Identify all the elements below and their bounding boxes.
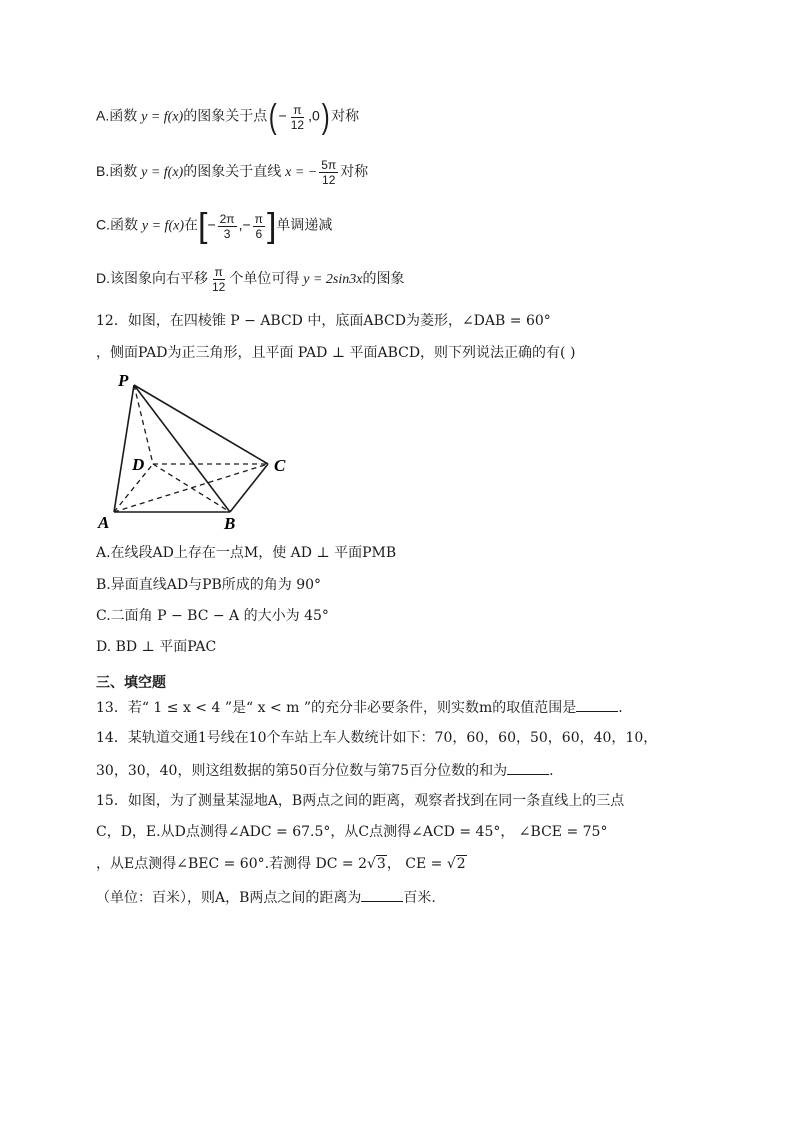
sqrt-radicand: 2	[456, 856, 466, 872]
q15-end: 百米.	[403, 890, 436, 906]
frac-num: π	[254, 211, 263, 226]
option-b-prefix: B.函数	[96, 163, 142, 180]
fraction-pi-6	[253, 212, 265, 241]
q15-line4	[96, 887, 436, 908]
edge-pc	[134, 385, 268, 464]
fraction-5pi-12	[319, 158, 338, 187]
label-p: P	[118, 371, 129, 390]
q12-line1: 12．如图，在四棱锥 P − ABCD 中，底面ABCD为菱形，∠DAB = 60°	[96, 313, 551, 329]
option-d-expr: y = 2sin3x	[303, 272, 363, 288]
q14-end: .	[549, 763, 554, 779]
fraction-pi-12	[289, 103, 306, 132]
frac-den: 12	[212, 280, 226, 294]
option-11-b	[96, 158, 368, 187]
edge-pa	[114, 385, 134, 512]
q15-line1: 15．如图，为了测量某湿地A，B两点之间的距离，观察者找到在同一条直线上的三点	[96, 793, 625, 809]
frac-num: 5π	[321, 158, 337, 172]
q13	[96, 697, 623, 718]
q14-line2	[96, 760, 554, 781]
option-b-mid: 的图象关于直线	[183, 163, 286, 180]
label-a: A	[98, 513, 110, 532]
label-c: C	[274, 456, 286, 475]
q12-option-d: D. BD ⊥ 平面PAC	[96, 639, 217, 655]
q13-text: 13．若“ 1 ≤ x < 4 ”是“ x < m ”的充分非必要条件，则实数m的取值范围是	[96, 700, 577, 716]
sqrt-radicand: 3	[376, 856, 386, 872]
option-11-a	[96, 98, 360, 136]
option-11-d	[96, 265, 404, 294]
frac-num: 2π	[219, 211, 235, 226]
answer-blank[interactable]	[576, 697, 618, 712]
option-b-expr: y = f(x)	[141, 165, 184, 181]
q12-line2: ，侧面PAD为正三角形，且平面 PAD ⊥ 平面ABCD，则下列说法正确的有( )	[96, 345, 576, 361]
option-b-eq: x = −	[285, 165, 318, 181]
option-a-tail: ,0	[308, 107, 320, 124]
pyramid-figure	[96, 370, 296, 535]
option-c-prefix: C.函数	[96, 216, 142, 233]
frac-den: 12	[290, 117, 305, 132]
q15-text-a: ，从E点测得∠BEC = 60°.若测得 DC = 2	[96, 856, 367, 872]
q12-option-a: A.在线段AD上存在一点M，使 AD ⊥ 平面PMB	[96, 545, 397, 561]
fraction-pi-12	[210, 265, 227, 294]
frac-num: π	[214, 265, 223, 279]
option-c-post: 单调递减	[276, 216, 333, 233]
q15-text-c: （单位：百米），则A，B两点之间的距离为	[96, 890, 362, 906]
sqrt-symbol: √	[446, 856, 456, 872]
right-bracket: ]	[266, 207, 277, 245]
q14-line1: 14．某轨道交通1号线在10个车站上车人数统计如下：70，60，60，50，60，40，10，	[96, 730, 658, 746]
sqrt-symbol: √	[367, 856, 376, 872]
left-paren: (	[268, 98, 277, 136]
q15-line2: C，D，E.从D点测得∠ADC = 67.5°，从C点测得∠ACD = 45°， ∠BCE = 75°	[96, 824, 608, 840]
option-d-mid: 个单位可得	[229, 270, 304, 287]
q15-text-b: ， CE =	[386, 856, 447, 872]
minus-sign: −	[207, 216, 216, 233]
q12-option-c: C.二面角 P − BC − A 的大小为 45°	[96, 608, 329, 624]
answer-blank[interactable]	[361, 887, 403, 902]
option-11-c	[96, 207, 333, 245]
option-b-post: 对称	[340, 163, 369, 180]
section-title: 三、填空题	[96, 675, 166, 691]
q12-option-b: B.异面直线AD与PB所成的角为 90°	[96, 577, 322, 593]
separator: ,−	[238, 216, 251, 233]
option-a-prefix: A.函数	[96, 107, 142, 124]
q14-text: 30，30，40，则这组数据的第50百分位数与第75百分位数的和为	[96, 763, 508, 779]
option-a-mid: 的图象关于点	[183, 107, 268, 124]
option-d-prefix: D.该图象向右平移	[96, 270, 208, 287]
option-c-expr: y = f(x)	[141, 218, 184, 234]
right-paren: )	[321, 98, 330, 136]
q15-line3	[96, 854, 467, 874]
frac-den: 6	[255, 226, 263, 241]
label-d: D	[132, 455, 145, 474]
left-bracket: [	[197, 207, 208, 245]
edge-pb	[134, 385, 230, 512]
fraction-2pi-3	[218, 212, 237, 241]
answer-blank[interactable]	[507, 760, 549, 775]
label-b: B	[224, 514, 236, 533]
frac-den: 3	[223, 226, 231, 241]
option-d-post: 的图象	[362, 270, 405, 287]
option-c-mid: 在	[183, 216, 198, 233]
option-a-expr: y = f(x)	[141, 109, 184, 125]
option-a-post: 对称	[331, 107, 360, 124]
edge-bc	[230, 464, 268, 512]
minus-sign: −	[278, 107, 287, 124]
q13-end: .	[618, 700, 623, 716]
frac-num: π	[293, 102, 302, 117]
frac-den: 12	[322, 173, 336, 187]
